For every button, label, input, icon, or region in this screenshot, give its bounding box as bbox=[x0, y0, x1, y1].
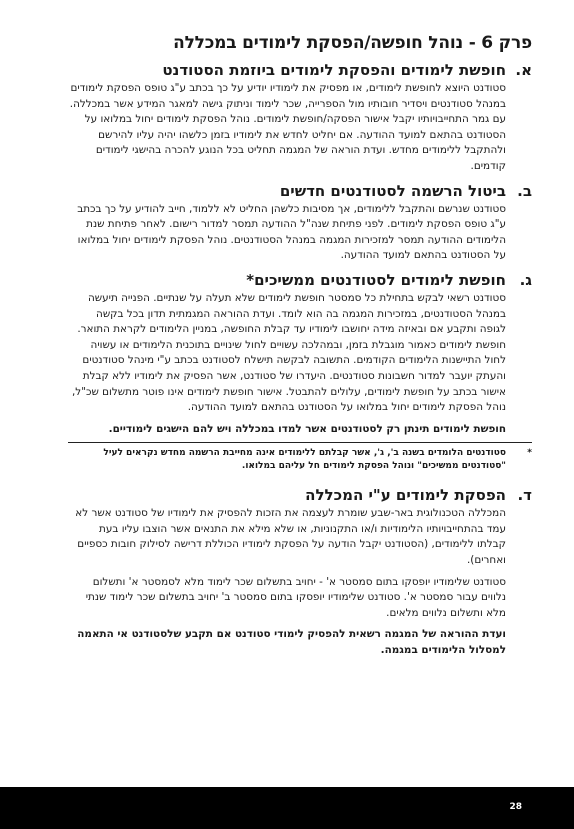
section-title: חופשת לימודים והפסקת לימודים ביוזמת הסטודנט bbox=[162, 61, 506, 79]
footnote-divider bbox=[68, 442, 532, 443]
section-heading bbox=[68, 181, 532, 201]
section-c bbox=[68, 270, 532, 473]
paragraph: סטודנט רשאי לבקש בתחילת כל סמסטר חופשת לימודים שלא תעלה על שנתיים. הפנייה תיעשה במנהל הסטודנטים, במזכירות המגמה בה הוא לומד. ועדת ההוראה המגמתית תדון בכל בקשה לגופה ותקבע אם ובאיזה מידה יחושבו לימודיו עד קבלת החופשה, במניין הלימודים לקראת התואר. חופשת לימודים כאמור מוגבלת בזמן, ובמהלכה עשויים לחול שינויים בתוכנית הלימודים או עשויה לחול התיישנות הלימודים הקודמים. התשובה לבקשה תישלח לסטודנט בכתב ע"י מינהל סטודנטים והעתק יועבר למדור חשבונות סטודנטים. היעדרו של סטודנט, אשר הפסיק את לימודיו ללא קבלת אישור בכתב על חופשת לימודים, עלולים להתבטל. אישור חופשת לימודים אינו פוטר מתשלום שכ"ל, נוהל הפסקת לימודים יחול במלואו על הסטודנט בהתאם למועד ההודעה. bbox=[71, 291, 506, 414]
page-content bbox=[68, 32, 532, 661]
section-heading bbox=[68, 485, 532, 505]
section-heading bbox=[68, 270, 532, 290]
footnote-mark: * bbox=[527, 448, 532, 459]
section-title: הפסקת לימודים ע"י המכללה bbox=[305, 486, 506, 505]
section-heading bbox=[68, 60, 532, 80]
footnote bbox=[68, 447, 532, 473]
paragraph: סטודנט היוצא לחופשת לימודים, או מפסיק את לימודיו יודיע על כך בכתב ע"ג טופס הפסקת לימודים במנהל סטודנטים ויסדיר חובותיו מול הספרייה, שכר לימוד וניתוק גישה למאגר המידע אשר במכללה. עם גמר התחייבויותיו יקבל אישור הפסקה/חופשת לימודים. נוהל הפסקת לימודים יחול במלואו על הסטודנט בהתאם למועד ההודעה. אם יחליט לחדש את לימודיו בזמן כלשהו יהיה עליו להירשם ולהתקבל ללימודים מחדש. ועדת הוראה של המגמה תחליט בכל הנוגע להכרה בהישגי לימודים קודמים. bbox=[69, 82, 506, 172]
footer-bar bbox=[0, 787, 574, 829]
section-body bbox=[68, 506, 532, 658]
section-body bbox=[68, 81, 532, 175]
section-body bbox=[68, 202, 532, 264]
paragraph: המכללה הטכנולוגית באר-שבע שומרת לעצמה את הזכות להפסיק את לימודיו של סטודנט אשר לא עמד בהתחייבויותיו הלימודיות ו/או התקנוניות, או שלא מילא את התנאים אשר הוצבו עליו בעת קבלתו ללימודים, (הסטודנט יקבל הודעה על הפסקת לימודיו הכוללת דרישה לסילוק חובות כספיים ואחרים). bbox=[75, 507, 506, 567]
section-letter: ד. bbox=[517, 486, 532, 505]
bold-note: חופשת לימודים תינתן רק לסטודנטים אשר למדו במכללה ויש להם הישגים לימודיים. bbox=[108, 422, 506, 435]
section-title: חופשת לימודים לסטודנטים ממשיכים* bbox=[246, 270, 506, 289]
bold-note: ועדת ההוראה של המגמה רשאית להפסיק לימודי סטודנט אם תקבע שלסטודנט אי התאמה למסלול הלימודים במגמה. bbox=[77, 628, 506, 657]
page-number: 28 bbox=[509, 802, 522, 812]
section-b bbox=[68, 181, 532, 264]
section-d bbox=[68, 485, 532, 658]
paragraph: סטודנט שלימודיו יופסקו בתום סמסטר א' - יחויב בתשלום שכר לימוד מלא לסמסטר א' ותשלום נלווים עבור סמסטר א'. סטודנט שלימודיו יופסקו בתום סמסטר ב' יחויב בתשלום שכר לימוד שנתי מלא ותשלום נלווים מלאים. bbox=[85, 575, 506, 619]
chapter-title: פרק 6 - נוהל חופשה/הפסקת לימודים במכללה bbox=[173, 33, 532, 53]
section-letter: ג. bbox=[519, 270, 532, 289]
footnote-text: סטודנטים הלומדים בשנה ב', ג', אשר קבלתם ללימודים אינה מחייבת הרשמה מחדש נקראים לעיל "סטודנטים ממשיכים" ונוהל הפסקת לימודים חל עליהם במלואו. bbox=[103, 448, 506, 472]
section-a bbox=[68, 60, 532, 175]
section-title: ביטול הרשמה לסטודנטים חדשים bbox=[279, 181, 506, 200]
section-letter: ב. bbox=[517, 181, 532, 200]
paragraph: סטודנט שנרשם והתקבל ללימודים, אך מסיבות כלשהן החליט לא ללמוד, חייב להודיע על כך בכתב ע"ג טופס הפסקת לימודים. לפני פתיחת שנה"ל ההודעה תמסר למדור רישום. לאחר פתיחת שנת הלימודים ההודעה תמסר למזכירות המגמה במנהל הסטודנטים. נוהל הפסקת לימודים יחול במלואו על הסטודנט בהתאם למועד ההודעה. bbox=[77, 202, 506, 262]
section-body bbox=[68, 291, 532, 437]
section-letter: א. bbox=[515, 61, 532, 79]
